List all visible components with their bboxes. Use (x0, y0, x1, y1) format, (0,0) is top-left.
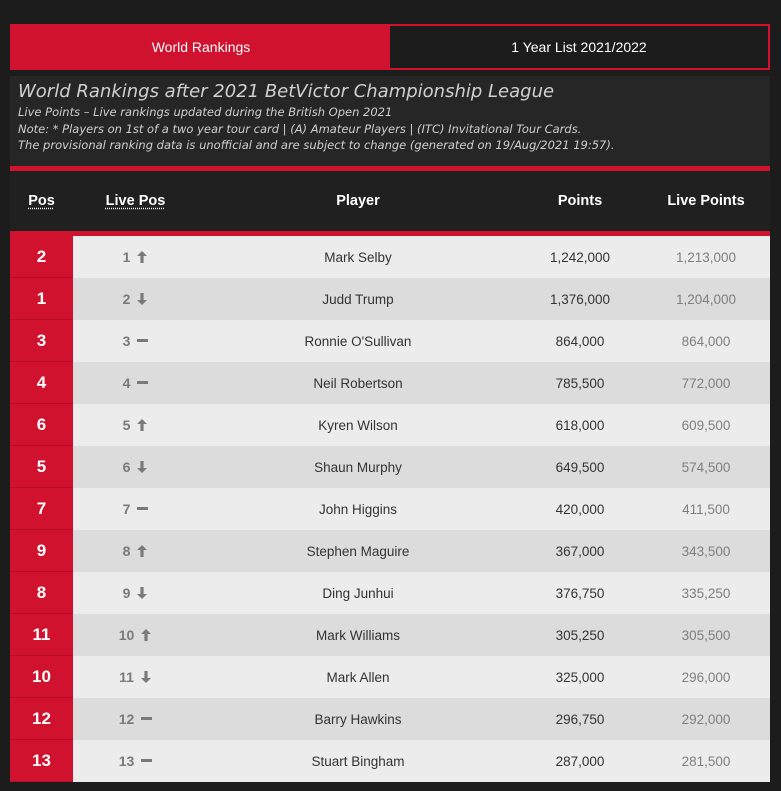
table-row (10, 446, 770, 488)
rankings-table-body (10, 236, 770, 782)
row-body (73, 614, 770, 656)
rank-pos: 5 (10, 446, 73, 488)
player-name[interactable]: Stephen Maguire (306, 543, 410, 559)
live-pos-cell (73, 740, 198, 782)
info-line-disclaimer: The provisional ranking data is unofficial and are subject to change (generated on 19/Aug/2021 19:57). (18, 138, 615, 152)
live-pos-cell (73, 404, 198, 446)
points-value: 296,750 (555, 711, 605, 727)
points-value: 287,000 (555, 753, 605, 769)
arrow-up-icon (136, 418, 148, 432)
live-pos-cell (73, 530, 198, 572)
live-pos-cell (73, 614, 198, 656)
table-row (10, 362, 770, 404)
player-name[interactable]: Barry Hawkins (314, 711, 402, 727)
table-header (10, 171, 770, 231)
arrow-down-icon (136, 586, 148, 600)
live-pos-cell (73, 278, 198, 320)
player-name[interactable]: Ronnie O'Sullivan (304, 333, 412, 349)
rank-pos: 2 (10, 236, 73, 278)
live-pos-cell (73, 362, 198, 404)
dash-icon (140, 712, 152, 726)
arrow-down-icon (140, 670, 152, 684)
live-pos-cell (73, 236, 198, 278)
live-pos-value: 6 (122, 459, 131, 475)
table-row (10, 572, 770, 614)
row-body (73, 740, 770, 782)
live-points-value: 411,500 (682, 501, 730, 517)
rank-pos: 10 (10, 656, 73, 698)
live-points-value: 1,213,000 (675, 249, 737, 265)
row-body (73, 404, 770, 446)
dash-icon (136, 334, 148, 348)
header-pos[interactable] (10, 193, 73, 209)
player-name[interactable]: Stuart Bingham (311, 753, 405, 769)
player-name[interactable]: Mark Selby (324, 249, 392, 265)
header-pos-label: Pos (28, 193, 55, 209)
player-name[interactable]: Neil Robertson (313, 375, 403, 391)
live-points-value: 574,500 (681, 459, 731, 475)
row-body (73, 656, 770, 698)
rank-pos: 13 (10, 740, 73, 782)
points-value: 785,500 (555, 375, 605, 391)
row-body (73, 698, 770, 740)
header-player: Player (336, 193, 380, 209)
player-name[interactable]: Mark Allen (326, 669, 390, 685)
live-pos-value: 5 (122, 417, 131, 433)
points-value: 376,750 (555, 585, 605, 601)
live-pos-cell (73, 656, 198, 698)
table-row (10, 698, 770, 740)
table-row (10, 614, 770, 656)
points-value: 305,250 (555, 627, 605, 643)
table-row (10, 740, 770, 782)
header-points: Points (557, 193, 603, 209)
live-pos-cell (73, 698, 198, 740)
table-row (10, 488, 770, 530)
points-value: 1,242,000 (549, 249, 611, 265)
points-value: 618,000 (555, 417, 605, 433)
rank-pos: 11 (10, 614, 73, 656)
live-pos-value: 12 (118, 711, 135, 727)
player-name[interactable]: Ding Junhui (322, 585, 394, 601)
arrow-down-icon (136, 292, 148, 306)
row-body (73, 572, 770, 614)
player-name[interactable]: Kyren Wilson (318, 417, 398, 433)
header-live-pos[interactable] (73, 193, 198, 209)
live-pos-value: 4 (122, 375, 131, 391)
live-pos-value: 3 (122, 333, 131, 349)
live-pos-cell (73, 572, 198, 614)
info-line-live-points: Live Points – Live rankings updated during the British Open 2021 (18, 105, 393, 119)
table-row (10, 404, 770, 446)
arrow-up-icon (140, 628, 152, 642)
live-pos-value: 1 (122, 249, 131, 265)
dash-icon (136, 502, 148, 516)
ranking-tabs (10, 24, 770, 70)
arrow-down-icon (136, 460, 148, 474)
live-points-value: 343,500 (681, 543, 731, 559)
live-pos-cell (73, 320, 198, 362)
live-pos-value: 9 (122, 585, 131, 601)
rank-pos: 6 (10, 404, 73, 446)
live-points-value: 772,000 (681, 375, 731, 391)
live-points-value: 281,500 (681, 753, 731, 769)
points-value: 367,000 (555, 543, 605, 559)
live-points-value: 335,250 (681, 585, 731, 601)
tab-world-rankings[interactable]: World Rankings (12, 26, 390, 68)
live-points-value: 296,000 (681, 669, 731, 685)
points-value: 864,000 (555, 333, 605, 349)
row-body (73, 488, 770, 530)
row-body (73, 530, 770, 572)
live-points-value: 609,500 (681, 417, 731, 433)
header-live-points: Live Points (667, 193, 745, 209)
table-row (10, 320, 770, 362)
header-live-pos-label: Live Pos (105, 193, 166, 209)
tab-one-year-list[interactable]: 1 Year List 2021/2022 (390, 26, 768, 68)
live-pos-value: 2 (122, 291, 131, 307)
rank-pos: 12 (10, 698, 73, 740)
table-row (10, 236, 770, 278)
live-pos-cell (73, 446, 198, 488)
points-value: 420,000 (555, 501, 605, 517)
points-value: 1,376,000 (549, 291, 611, 307)
row-body (73, 320, 770, 362)
points-value: 649,500 (555, 459, 605, 475)
table-row (10, 530, 770, 572)
info-line-note: Note: * Players on 1st of a two year tour card | (A) Amateur Players | (ITC) Invitational Tour Cards. (18, 121, 582, 136)
row-body (73, 446, 770, 488)
live-pos-value: 7 (122, 501, 131, 517)
player-name[interactable]: John Higgins (318, 501, 398, 517)
live-pos-value: 10 (118, 627, 135, 643)
live-pos-value: 13 (118, 753, 135, 769)
rank-pos: 9 (10, 530, 73, 572)
live-points-value: 305,500 (681, 627, 731, 643)
page-title: World Rankings after 2021 BetVictor Championship League (18, 81, 555, 102)
row-body (73, 236, 770, 278)
player-name[interactable]: Mark Williams (316, 627, 400, 643)
table-row (10, 278, 770, 320)
arrow-up-icon (136, 544, 148, 558)
dash-icon (140, 754, 152, 768)
live-pos-value: 8 (122, 543, 131, 559)
live-points-value: 292,000 (681, 711, 731, 727)
rank-pos: 4 (10, 362, 73, 404)
dash-icon (136, 376, 148, 390)
rank-pos: 3 (10, 320, 73, 362)
player-name[interactable]: Judd Trump (322, 291, 394, 307)
live-pos-cell (73, 488, 198, 530)
player-name[interactable]: Shaun Murphy (314, 459, 402, 475)
live-points-value: 864,000 (681, 333, 731, 349)
table-row (10, 656, 770, 698)
live-points-value: 1,204,000 (675, 291, 737, 307)
points-value: 325,000 (555, 669, 605, 685)
live-pos-value: 11 (119, 669, 134, 685)
rank-pos: 8 (10, 572, 73, 614)
ranking-info (10, 76, 770, 166)
row-body (73, 278, 770, 320)
rank-pos: 1 (10, 278, 73, 320)
rank-pos: 7 (10, 488, 73, 530)
row-body (73, 362, 770, 404)
arrow-up-icon (136, 250, 148, 264)
